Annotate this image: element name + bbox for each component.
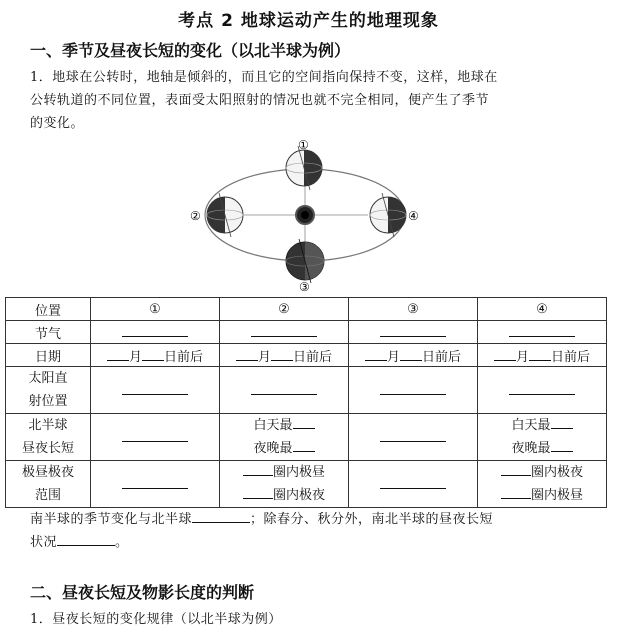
paragraph-line: 1．地球在公转时，地轴是倾斜的，而且它的空间指向保持不变，这样，地球在 <box>30 70 498 85</box>
answer-blank[interactable] <box>220 367 349 414</box>
table-cell: 极昼极夜 范围 <box>6 461 91 508</box>
day-label: 日前后 <box>422 349 462 365</box>
answer-blank[interactable] <box>220 344 349 367</box>
paragraph-line: 公转轨道的不同位置，表面受太阳照射的情况也就不完全相同，便产生了季节 <box>30 93 490 108</box>
answer-blank[interactable] <box>478 321 607 344</box>
earth-position-4-icon <box>370 193 406 237</box>
month-label: 月 <box>257 349 271 365</box>
section1-heading: 一、季节及昼夜长短的变化（以北半球为例） <box>30 41 351 60</box>
table-row <box>6 414 607 461</box>
month-label: 月 <box>128 349 142 365</box>
diagram-label-4: ④ <box>408 209 419 223</box>
section2-item: 1．昼夜长短的变化规律（以北半球为例） <box>30 612 282 627</box>
paragraph-line: 的变化。 <box>30 116 85 131</box>
earth-position-1-icon <box>286 146 322 190</box>
table-cell: ④ <box>478 298 607 321</box>
day-label: 日前后 <box>293 349 333 365</box>
day-label: 日前后 <box>164 349 204 365</box>
diagram-label-1: ① <box>298 138 309 152</box>
table-cell: ③ <box>349 298 478 321</box>
table-cell: 太阳直 射位置 <box>6 367 91 414</box>
month-label: 月 <box>515 349 529 365</box>
month-label: 月 <box>386 349 400 365</box>
earth-position-3-icon <box>286 239 324 283</box>
answer-blank[interactable] <box>57 533 115 546</box>
diagram-label-3: ③ <box>299 280 310 293</box>
answer-blank[interactable] <box>91 367 220 414</box>
page-title: 考点 2 地球运动产生的地理现象 <box>178 11 439 31</box>
answer-blank[interactable]: 白天最 夜晚最 <box>478 414 607 461</box>
table-cell: 节气 <box>6 321 91 344</box>
table-row <box>6 298 607 321</box>
table-row <box>6 461 607 508</box>
table-cell: 北半球 昼夜长短 <box>6 414 91 461</box>
answer-blank[interactable] <box>349 461 478 508</box>
answer-blank[interactable] <box>91 461 220 508</box>
table-cell: 日期 <box>6 344 91 367</box>
table-cell: 位置 <box>6 298 91 321</box>
table-cell: ① <box>91 298 220 321</box>
after-table-paragraph: 南半球的季节变化与北半球 ；除春分、秋分外，南北半球的昼夜长短 状况 。 <box>30 512 494 550</box>
answer-blank[interactable]: 白天最 夜晚最 <box>220 414 349 461</box>
section2-heading: 二、昼夜长短及物影长度的判断 <box>30 583 255 602</box>
answer-blank[interactable] <box>478 367 607 414</box>
section1-paragraph <box>30 66 590 135</box>
table-row <box>6 321 607 344</box>
answer-blank[interactable] <box>91 344 220 367</box>
season-table <box>5 297 607 508</box>
table-row <box>6 367 607 414</box>
table-cell: ② <box>220 298 349 321</box>
answer-blank[interactable] <box>349 321 478 344</box>
earth-orbit-diagram <box>180 133 430 293</box>
answer-blank[interactable] <box>220 321 349 344</box>
diagram-label-2: ② <box>190 209 201 223</box>
answer-blank[interactable] <box>192 510 250 523</box>
table-row <box>6 344 607 367</box>
earth-position-2-icon <box>207 193 243 237</box>
answer-blank[interactable] <box>349 367 478 414</box>
answer-blank[interactable] <box>349 344 478 367</box>
answer-blank[interactable] <box>478 344 607 367</box>
day-label: 日前后 <box>551 349 591 365</box>
answer-blank[interactable] <box>349 414 478 461</box>
answer-blank[interactable]: 圈内极昼 圈内极夜 <box>220 461 349 508</box>
answer-blank[interactable]: 圈内极夜 圈内极昼 <box>478 461 607 508</box>
answer-blank[interactable] <box>91 321 220 344</box>
answer-blank[interactable] <box>91 414 220 461</box>
